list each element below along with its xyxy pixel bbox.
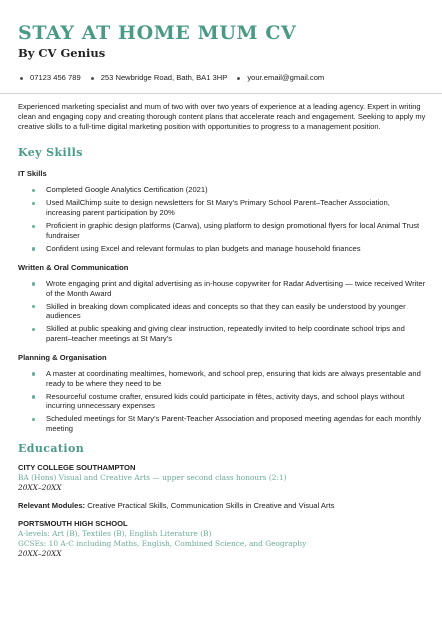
profile-summary: Experienced marketing specialist and mum of two with over two years of experience at a leading agency. Expert in writing clean and engaging copy and creating thorough content plans that accelerate reach and engagement. Seeking to apply my creative skills to a full-time digital marketing position with opportunities to progress to a management position. <box>18 102 426 131</box>
skill-list-it <box>32 185 426 253</box>
bullet-icon <box>20 77 23 80</box>
modules-label: Relevant Modules: <box>18 501 86 511</box>
list-item <box>32 221 426 241</box>
skill-group-title: IT Skills <box>18 169 47 179</box>
education-entry-college <box>18 463 426 493</box>
list-item <box>32 279 426 299</box>
bullet-icon <box>32 372 35 375</box>
cv-byline: By CV Genius <box>18 46 106 60</box>
list-item-text: Used MailChimp suite to design newsletters for St Mary’s Primary School Parent–Teacher Association, increasing parent participation by 20% <box>46 198 390 218</box>
list-item-text: Proficient in graphic design platforms (Canva), using platform to design promotional flyers for local Animal Trust fundraiser <box>46 221 420 240</box>
list-item <box>32 414 426 434</box>
bullet-icon <box>32 395 35 398</box>
skill-list-communication <box>32 279 426 344</box>
list-item-text: Resourceful costume crafter, ensured kids could participate in fêtes, activity days, and school plays without incurring unnecessary expenses <box>46 391 405 411</box>
bullet-icon <box>237 77 240 80</box>
list-item-text: Skilled in breaking down complicated ideas and concepts so that they can easily be understood by younger audiences <box>46 301 406 321</box>
list-item-text: Completed Google Analytics Certification (2021) <box>46 185 208 195</box>
bullet-icon <box>32 282 35 285</box>
list-item-text: Scheduled meetings for St Mary’s Parent-Teacher Association and proposed meeting agendas for each monthly meeting <box>46 414 422 434</box>
contact-address <box>91 72 228 84</box>
list-item <box>32 302 426 322</box>
cv-title: STAY AT HOME MUM CV <box>18 22 297 44</box>
bullet-icon <box>32 247 35 250</box>
list-item <box>32 392 426 412</box>
list-item-text: Wrote engaging print and digital advertising as in-house copywriter for Radar Advertising — twice received Writer of the Month Award <box>46 278 426 298</box>
list-item <box>32 324 426 344</box>
list-item-text: Skilled at public speaking and giving clear instruction, repeatedly invited to help coordinate school trips and parent–teacher meetings at St Mary’s <box>46 324 405 344</box>
education-dates: 20XX–20XX <box>18 483 62 493</box>
contact-phone <box>20 72 81 84</box>
list-item <box>32 244 426 254</box>
bullet-icon <box>32 305 35 308</box>
bullet-icon <box>32 418 35 421</box>
skill-group-title: Written & Oral Communication <box>18 262 129 272</box>
list-item <box>32 185 426 195</box>
modules-text: Creative Practical Skills, Communication Skills in Creative and Visual Arts <box>85 501 335 511</box>
school-name: CITY COLLEGE SOUTHAMPTON <box>18 463 136 473</box>
section-heading-education: Education <box>18 442 85 456</box>
list-item <box>32 198 426 218</box>
education-dates: 20XX–20XX <box>18 549 62 559</box>
skill-list-planning <box>32 369 426 434</box>
list-item-text: A master at coordinating mealtimes, homework, and school prep, ensuring that kids are always presentable and ready to be where they need to be <box>46 368 421 388</box>
relevant-modules <box>18 501 426 511</box>
contact-email <box>237 72 324 84</box>
list-item <box>32 369 426 389</box>
bullet-icon <box>32 189 35 192</box>
education-entry-highschool <box>18 519 426 559</box>
school-name: PORTSMOUTH HIGH SCHOOL <box>18 519 128 529</box>
cv-page <box>0 22 442 625</box>
bullet-icon <box>91 77 94 80</box>
section-heading-key-skills: Key Skills <box>18 146 83 160</box>
email-text: your.email@gmail.com <box>247 73 325 82</box>
bullet-icon <box>32 328 35 331</box>
bullet-icon <box>32 225 35 228</box>
list-item-text: Confident using Excel and relevant formulas to plan budgets and manage household finances <box>46 243 361 253</box>
header-divider <box>0 93 442 94</box>
address-text: 253 Newbridge Road, Bath, BA1 3HP <box>100 73 228 82</box>
skill-group-title: Planning & Organisation <box>18 352 107 362</box>
degree-text: BA (Hons) Visual and Creative Arts — upper second class honours (2:1) <box>18 473 287 483</box>
phone-text: 07123 456 789 <box>30 73 81 82</box>
contact-bar <box>20 72 426 84</box>
bullet-icon <box>32 202 35 205</box>
gcses-text: GCSEs: 10 A-C including Maths, English, Combined Science, and Geography <box>18 539 307 549</box>
alevels-text: A-levels: Art (B), Textiles (B), English Literature (B) <box>18 529 212 539</box>
